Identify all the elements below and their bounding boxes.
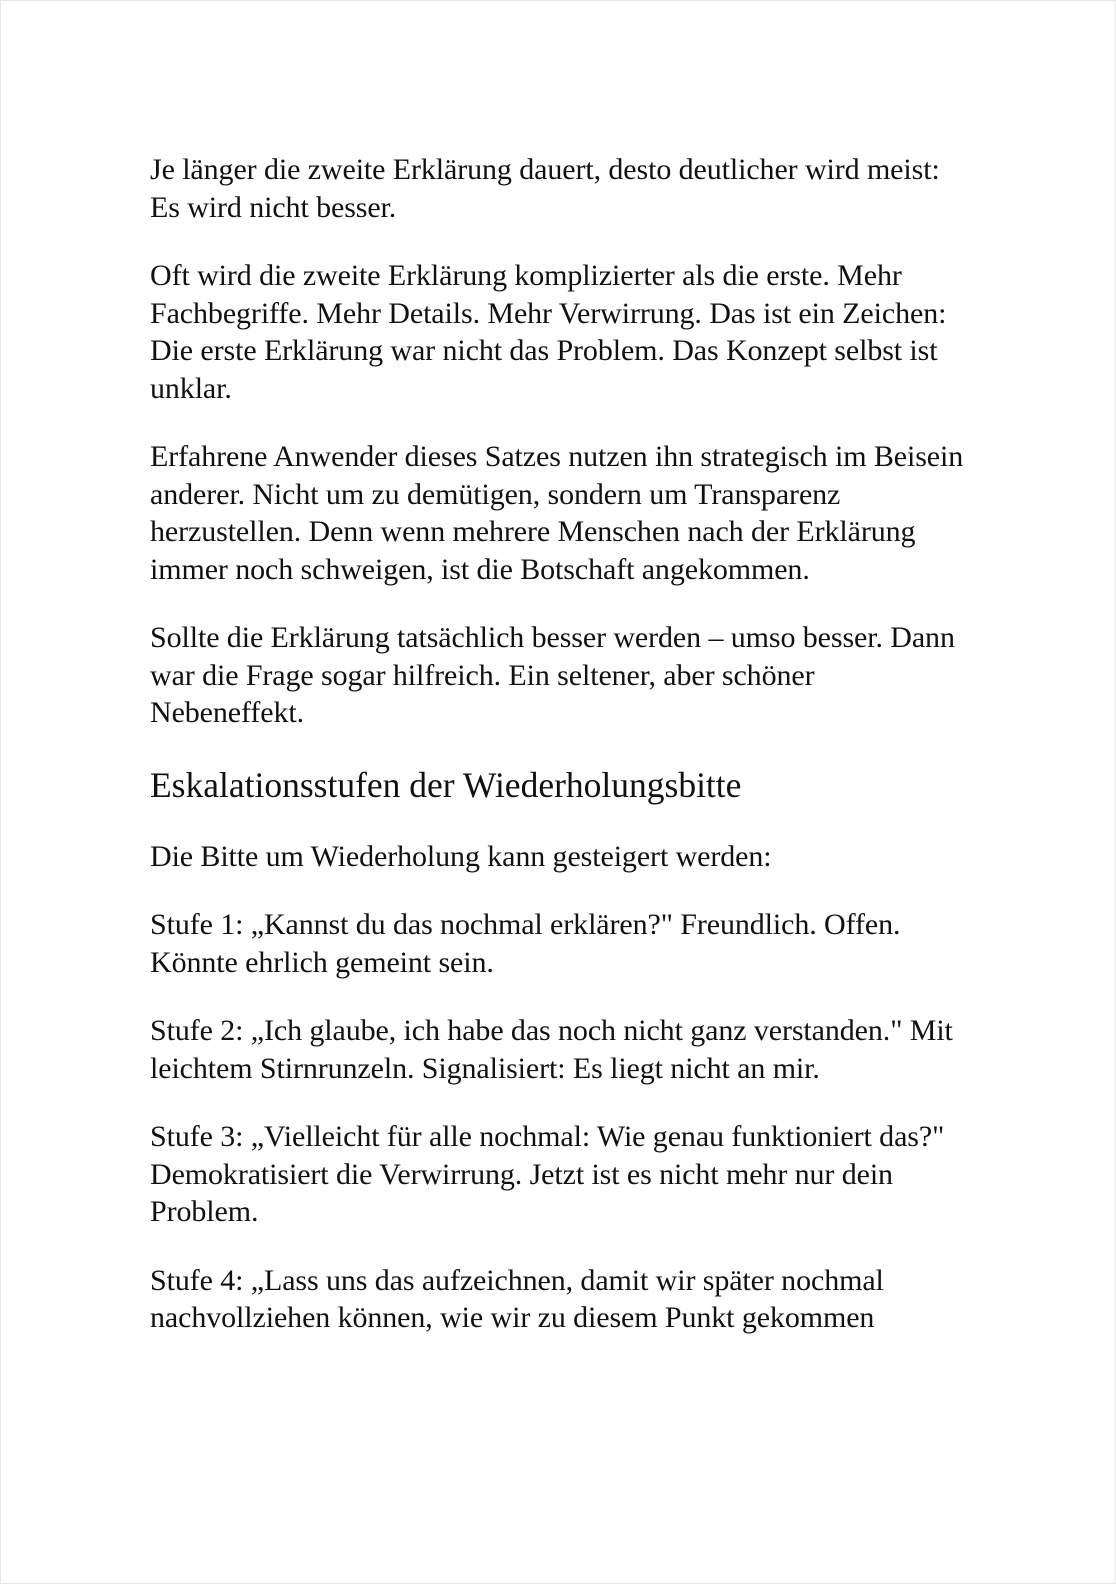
paragraph: Oft wird die zweite Erklärung komplizierter als die erste. Mehr Fachbegriffe. Mehr Details. Mehr Verwirrung. Das ist ein Zeichen: Die erste Erklärung war nicht das Problem. Das Konzept selbst ist unklar. (150, 259, 947, 405)
paragraph-stufe-2: Stufe 2: „Ich glaube, ich habe das noch nicht ganz verstanden." Mit leichtem Stirnrunzeln. Signalisiert: Es liegt nicht an mir. (150, 1014, 953, 1085)
paragraph: Sollte die Erklärung tatsächlich besser werden – umso besser. Dann war die Frage sogar hilfreich. Ein seltener, aber schöner Nebeneffekt. (150, 621, 955, 729)
paragraph: Je länger die zweite Erklärung dauert, desto deutlicher wird meist: Es wird nicht besser. (150, 153, 940, 224)
paragraph-stufe-4: Stufe 4: „Lass uns das aufzeichnen, damit wir später nochmal nachvollziehen können, wie wir zu diesem Punkt gekommen (150, 1263, 884, 1334)
paragraph: Erfahrene Anwender dieses Satzes nutzen ihn strategisch im Beisein anderer. Nicht um zu demütigen, sondern um Transparenz herzustellen. Denn wenn mehrere Menschen nach der Erklärung immer noch schweigen, ist die Botschaft angekommen. (150, 440, 964, 586)
paragraph-stufe-1: Stufe 1: „Kannst du das nochmal erklären?" Freundlich. Offen. Könnte ehrlich gemeint sein. (150, 908, 901, 979)
section-heading: Eskalationsstufen der Wiederholungsbitte (150, 764, 742, 805)
paragraph: Die Bitte um Wiederholung kann gesteigert werden: (150, 839, 772, 873)
page-content (150, 151, 970, 1368)
paragraph-stufe-3: Stufe 3: „Vielleicht für alle nochmal: Wie genau funktioniert das?" Demokratisiert die Verwirrung. Jetzt ist es nicht mehr nur dein Problem. (150, 1120, 945, 1228)
